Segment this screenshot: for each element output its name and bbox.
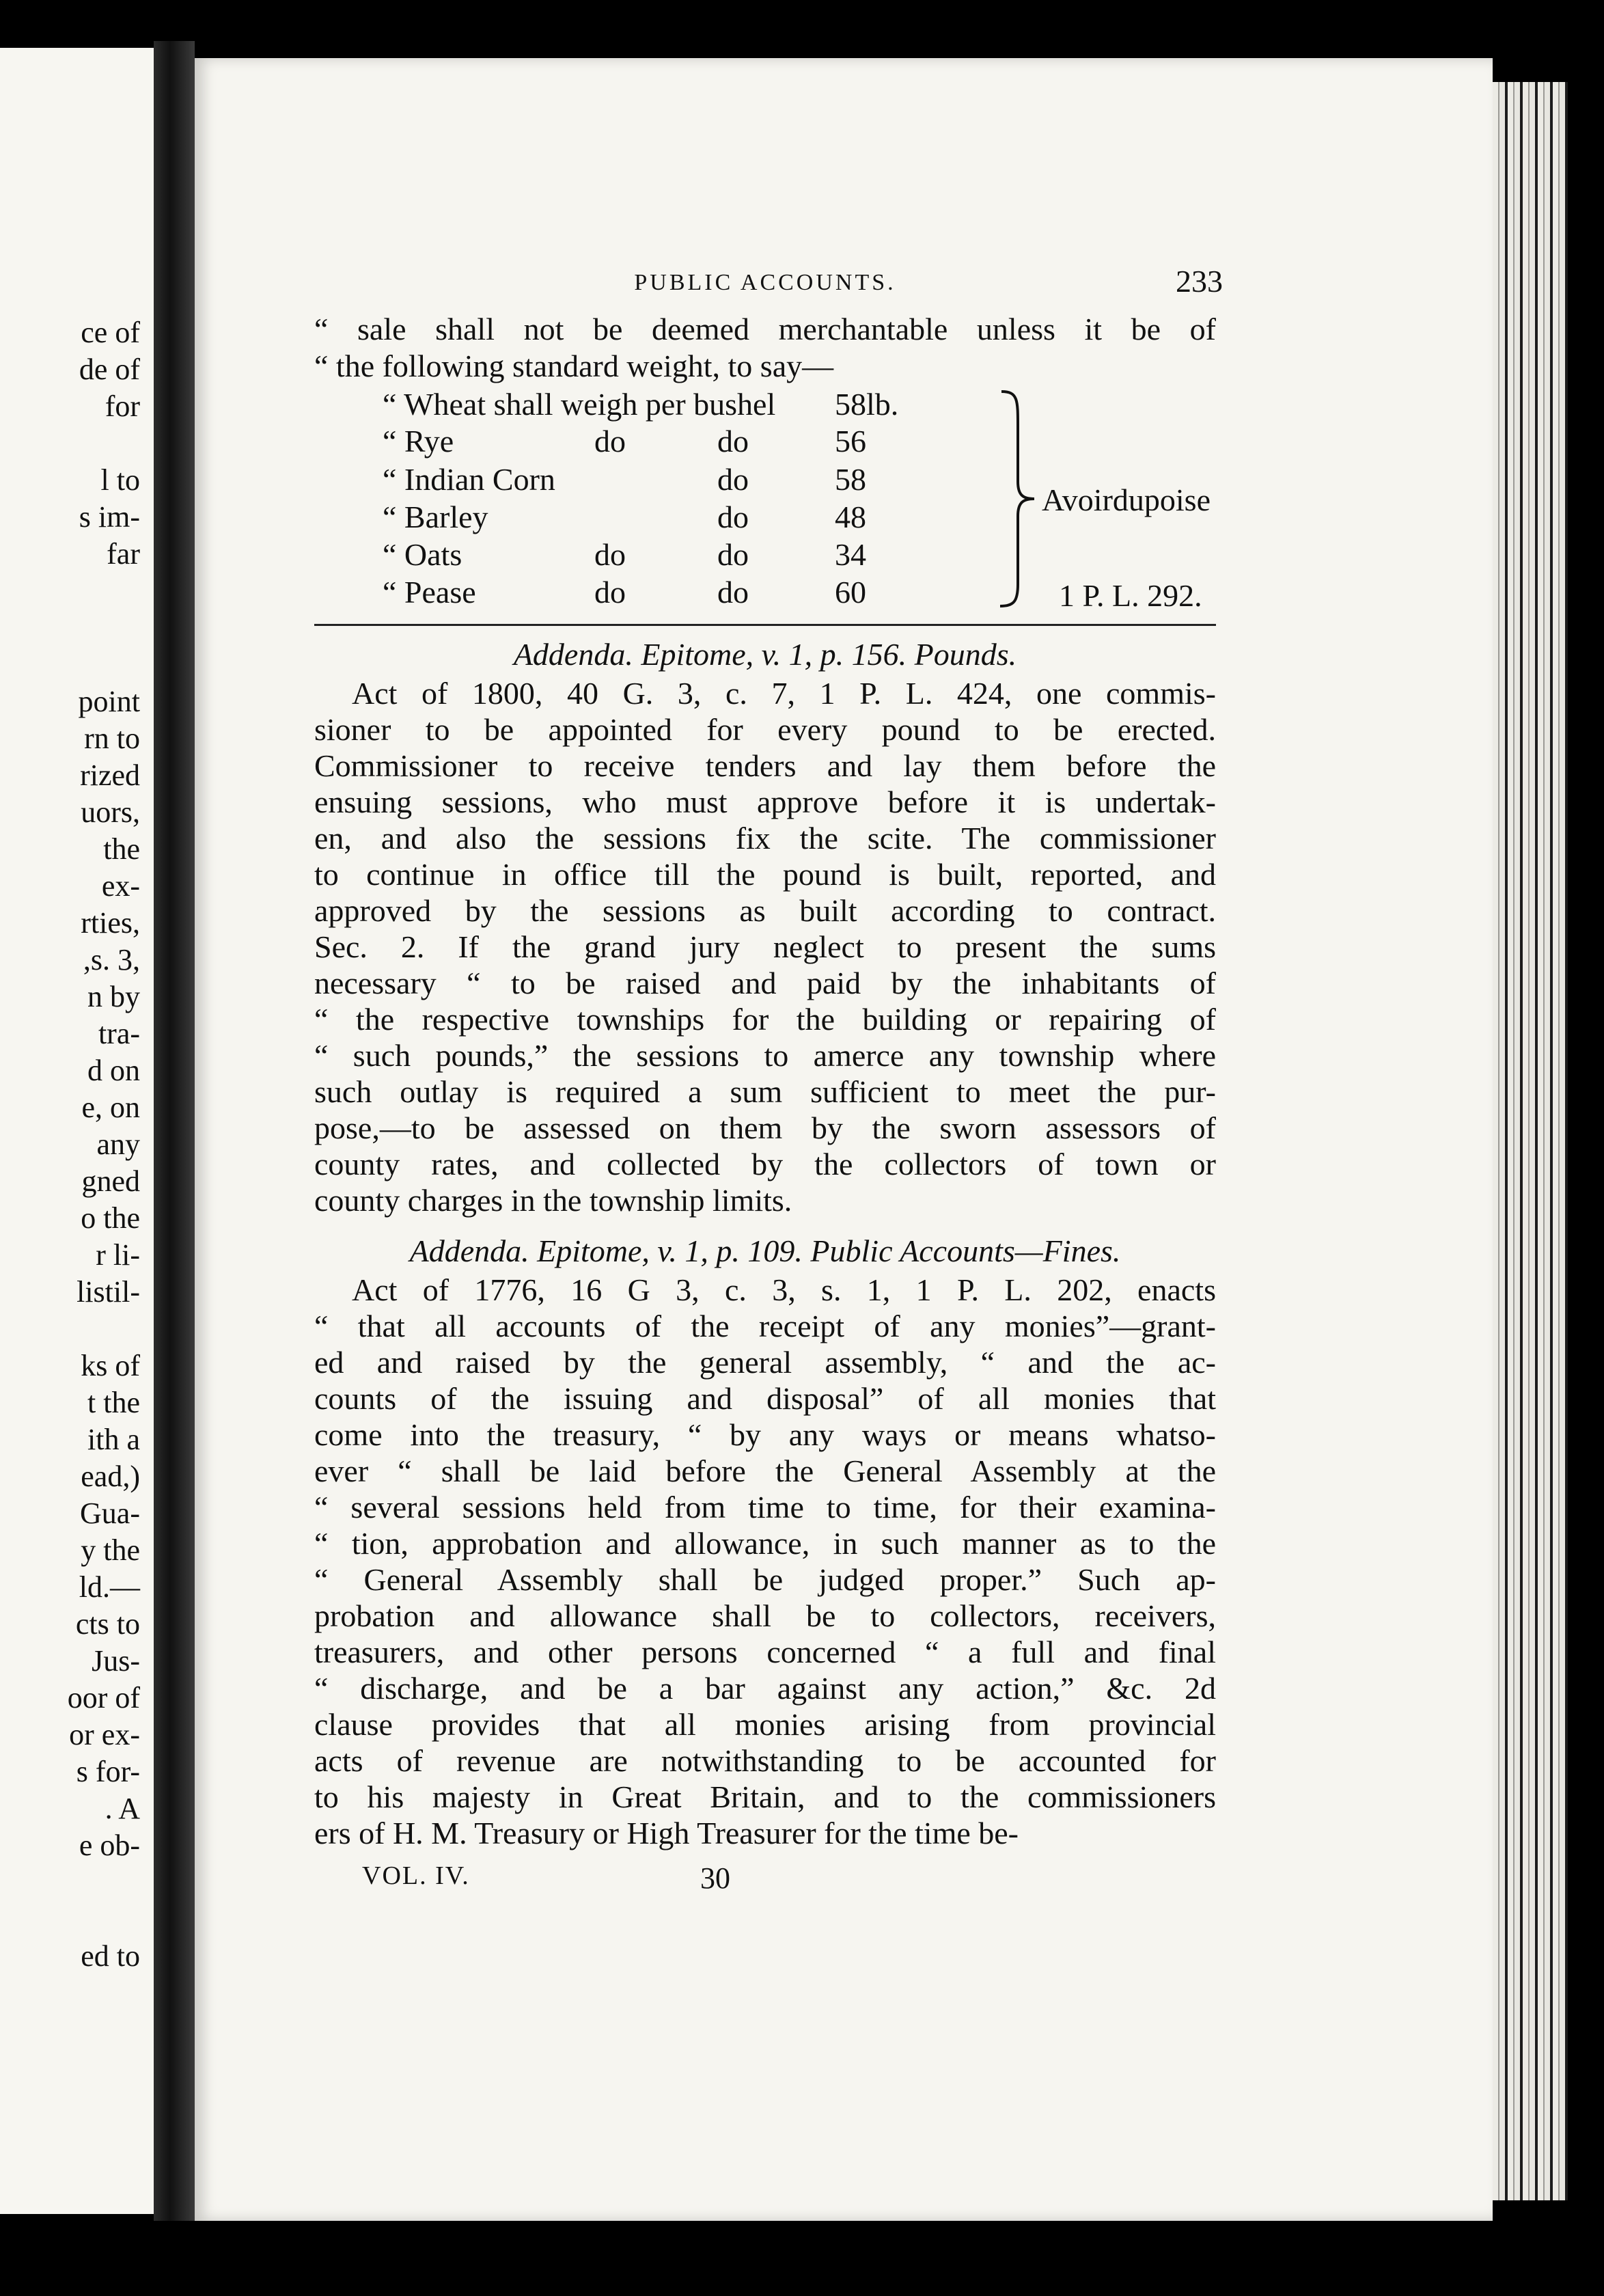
ditto-mark: do <box>594 537 626 572</box>
text-line: county charges in the township limits. <box>314 1183 792 1218</box>
section-heading: Addenda. Epitome, v. 1, p. 109. Public Accounts—Fines. <box>409 1233 1121 1268</box>
page-number: 233 <box>1176 264 1223 299</box>
text-line: to his majesty in Great Britain, and to the commissioners <box>314 1779 1216 1814</box>
section-body <box>314 675 1216 1218</box>
facing-page-text: ed to <box>81 1939 140 1973</box>
text-line: “ such pounds,” the sessions to amerce any township where <box>314 1038 1216 1073</box>
facing-page-text: or ex- <box>69 1718 140 1751</box>
weight-row <box>383 423 997 460</box>
unit-label: Avoirdupoise <box>1042 482 1211 517</box>
grain-weight: 56 <box>835 424 866 459</box>
facing-page-text: o the <box>81 1201 140 1235</box>
facing-page-text: tra- <box>98 1017 140 1050</box>
facing-page-text: ead,) <box>81 1460 140 1493</box>
facing-page-text: Jus- <box>92 1644 140 1678</box>
facing-page-text: ld.— <box>79 1570 140 1604</box>
text-line: en, and also the sessions fix the scite. The commissioner <box>314 821 1216 856</box>
grain-weight: 48 <box>835 500 866 534</box>
facing-page-text: the <box>103 832 140 866</box>
running-head <box>314 263 1223 311</box>
text-line: “ General Assembly shall be judged proper.” Such ap- <box>314 1562 1216 1597</box>
text-line: “ that all accounts of the receipt of any monies”—grant- <box>314 1309 1216 1343</box>
facing-page-text: any <box>96 1128 140 1161</box>
text-line: treasurers, and other persons concerned “ a full and final <box>314 1635 1216 1669</box>
text-line: ever “ shall be laid before the General Assembly at the <box>314 1453 1216 1488</box>
citation: 1 P. L. 292. <box>1059 578 1202 613</box>
ditto-mark: do <box>717 575 749 610</box>
facing-page-text: e ob- <box>79 1829 140 1862</box>
text-line: Act of 1776, 16 G 3, c. 3, s. 1, 1 P. L. 202, enacts <box>352 1272 1216 1307</box>
text-line: pose,—to be assessed on them by the sworn assessors of <box>314 1110 1216 1145</box>
grain-weight: 60 <box>835 575 866 610</box>
facing-page-fragment <box>0 48 154 2214</box>
facing-page-text: de of <box>79 353 140 386</box>
facing-page-text: ith a <box>87 1423 140 1456</box>
facing-page-text: rties, <box>81 906 140 940</box>
weight-row <box>383 536 997 573</box>
facing-page-text: . A <box>105 1792 140 1825</box>
weights-table <box>314 386 1216 618</box>
facing-page-text: for <box>105 390 140 423</box>
facing-page-text: point <box>78 685 140 718</box>
facing-page-text: l to <box>100 463 140 497</box>
page-content <box>314 263 1223 1902</box>
facing-page-text: listil- <box>77 1275 140 1309</box>
text-line: counts of the issuing and disposal” of all monies that <box>314 1381 1216 1416</box>
text-line: probation and allowance shall be to collectors, receivers, <box>314 1598 1216 1633</box>
facing-page-text: s for- <box>76 1755 140 1788</box>
section-body <box>314 1272 1216 1851</box>
grain-name: “ Rye <box>383 424 454 459</box>
facing-page-text: y the <box>81 1533 140 1567</box>
page-footer <box>314 1861 1216 1902</box>
text-line: sioner to be appointed for every pound to be erected. <box>314 712 1216 747</box>
ditto-mark: do <box>594 575 626 610</box>
ditto-mark: do <box>594 424 626 459</box>
text-line: ensuing sessions, who must approve before it is undertak- <box>314 784 1216 819</box>
text-line: Act of 1800, 40 G. 3, c. 7, 1 P. L. 424, one commis- <box>352 676 1216 711</box>
text-line: such outlay is required a sum sufficient to meet the pur- <box>314 1074 1216 1109</box>
section-heading: Addenda. Epitome, v. 1, p. 156. Pounds. <box>513 637 1017 672</box>
facing-page-text: d on <box>87 1054 140 1087</box>
facing-page-text: ,s. 3, <box>83 943 140 976</box>
text-line: necessary “ to be raised and paid by the inhabitants of <box>314 966 1216 1000</box>
grain-name: “ Wheat shall weigh per bushel <box>383 387 776 422</box>
weight-row <box>383 461 997 498</box>
text-line: ers of H. M. Treasury or High Treasurer for the time be- <box>314 1816 1019 1850</box>
facing-page-text: ks of <box>81 1349 140 1382</box>
text-line: acts of revenue are notwithstanding to be accounted for <box>314 1743 1216 1778</box>
grain-weight: 34 <box>835 537 866 572</box>
facing-page-text: oor of <box>67 1681 140 1714</box>
text-line: approved by the sessions as built according to contract. <box>314 893 1216 928</box>
facing-page-text: Gua- <box>80 1496 140 1530</box>
grain-name: “ Pease <box>383 575 476 610</box>
book-gutter <box>154 41 195 2221</box>
ditto-mark: do <box>717 537 749 572</box>
facing-page-text: cts to <box>75 1607 140 1641</box>
facing-page-text: gned <box>81 1164 140 1198</box>
facing-page-text: uors, <box>81 795 140 829</box>
text-line: Commissioner to receive tenders and lay them before the <box>314 748 1216 783</box>
opening-line: “ the following standard weight, to say— <box>314 348 834 383</box>
text-line: “ several sessions held from time to time, for their examina- <box>314 1490 1216 1525</box>
facing-page-text: n by <box>87 980 140 1013</box>
volume-label: VOL. IV. <box>362 1861 470 1890</box>
text-line: “ the respective townships for the building or repairing of <box>314 1002 1216 1037</box>
facing-page-text: t the <box>87 1386 140 1419</box>
page-edges <box>1493 82 1568 2200</box>
facing-page-text: ce of <box>81 316 140 349</box>
grain-name: “ Barley <box>383 500 488 534</box>
text-line: Sec. 2. If the grand jury neglect to present the sums <box>314 929 1216 964</box>
text-line: clause provides that all monies arising from provincial <box>314 1707 1216 1742</box>
facing-page-text: rn to <box>84 722 140 755</box>
weight-row <box>383 386 997 423</box>
text-line: come into the treasury, “ by any ways or means whatso- <box>314 1417 1216 1452</box>
text-line: ed and raised by the general assembly, “ and the ac- <box>314 1345 1216 1380</box>
facing-page-text: e, on <box>81 1091 140 1124</box>
page-header-title: PUBLIC ACCOUNTS. <box>634 270 896 295</box>
opening-line: “ sale shall not be deemed merchantable unless it be of <box>314 312 1216 346</box>
ditto-mark: do <box>717 500 749 534</box>
weight-row <box>383 574 997 611</box>
curly-brace-icon <box>997 386 1038 612</box>
grain-weight: 58lb. <box>835 387 899 422</box>
facing-page-text: ex- <box>101 869 140 903</box>
text-line: “ tion, approbation and allowance, in such manner as to the <box>314 1526 1216 1561</box>
weight-row <box>383 499 997 536</box>
grain-name: “ Indian Corn <box>383 462 555 497</box>
ditto-mark: do <box>717 424 749 459</box>
text-line: county rates, and collected by the collectors of town or <box>314 1147 1216 1181</box>
section-divider <box>314 624 1216 626</box>
grain-weight: 58 <box>835 462 866 497</box>
facing-page-text: r li- <box>96 1238 140 1272</box>
text-line: “ discharge, and be a bar against any action,” &c. 2d <box>314 1671 1216 1706</box>
facing-page-text: far <box>107 537 140 571</box>
ditto-mark: do <box>717 462 749 497</box>
text-line: to continue in office till the pound is built, reported, and <box>314 857 1216 892</box>
facing-page-text: s im- <box>79 500 140 534</box>
grain-name: “ Oats <box>383 537 462 572</box>
facing-page-text: rized <box>80 758 140 792</box>
signature-mark: 30 <box>700 1861 730 1895</box>
